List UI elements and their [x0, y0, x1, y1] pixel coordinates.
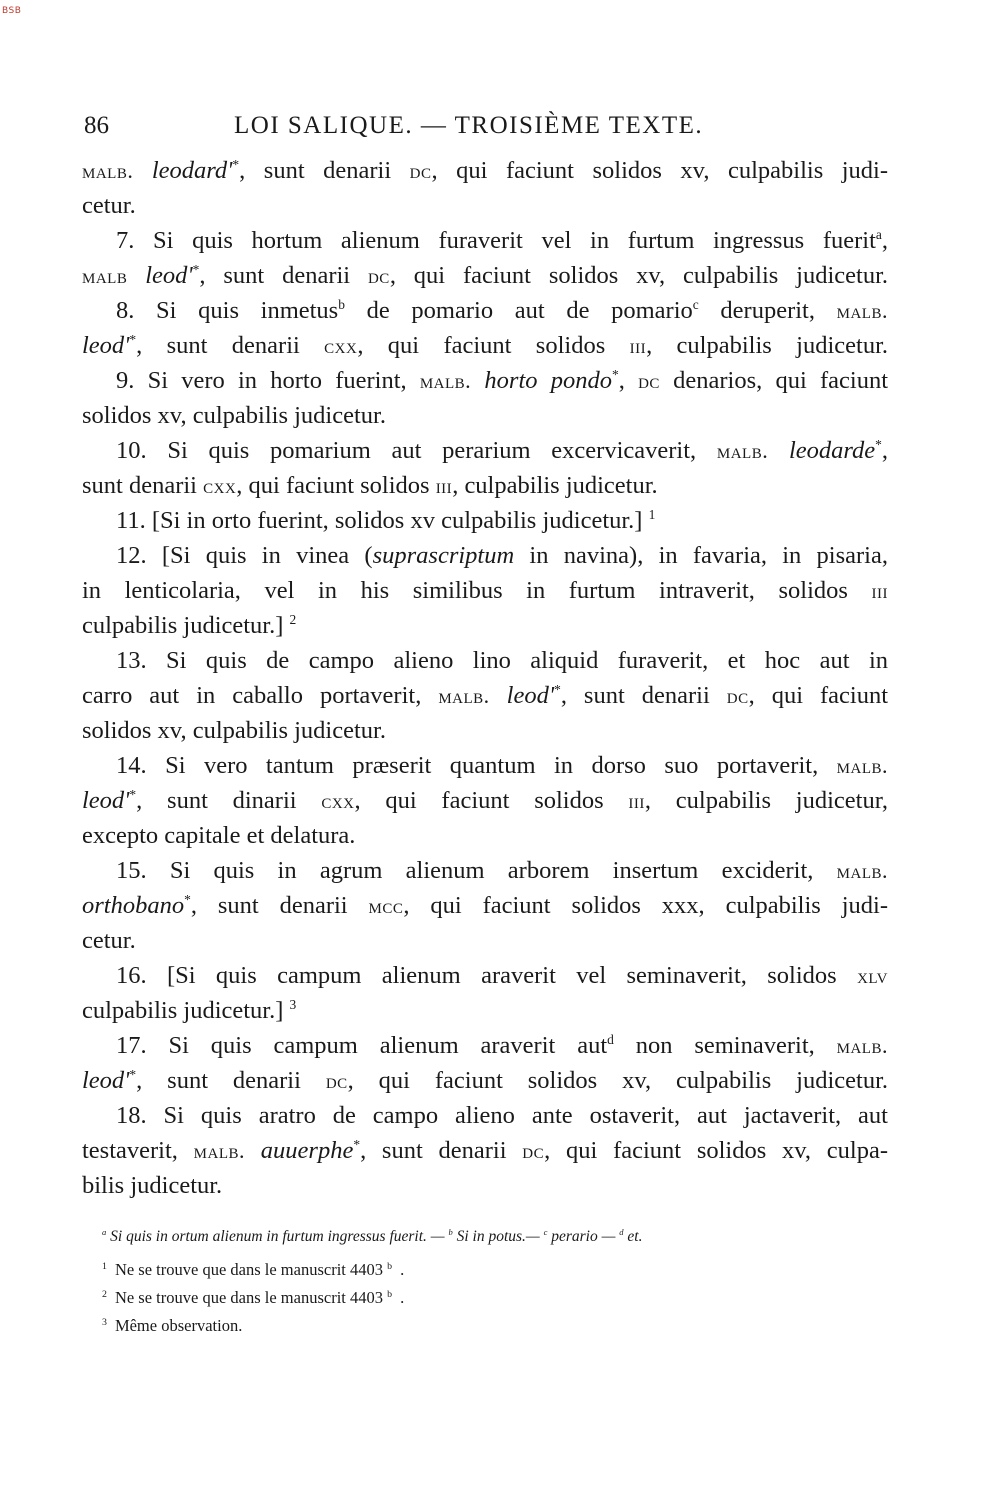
- footnote: $^2$ Ne se trouve que dans le manuscrit 4403 $^b$ .: [102, 1288, 405, 1307]
- text-line: 12. [Si quis in vinea (suprascriptum in navina), in favaria, in pisaria,: [116, 542, 888, 569]
- text-line: 16. [Si quis campum alienum araverit vel seminaverit, solidos xlv: [116, 962, 889, 989]
- text-line: 10. Si quis pomarium aut perarium excervicaverit, malb. leodarde*,: [116, 436, 889, 464]
- text-line: testaverit, malb. auuerphe*, sunt denarii dc, qui faciunt solidos xv, culpa-: [82, 1136, 889, 1164]
- text-line: in lenticolaria, vel in his similibus in furtum intraverit, solidos iii: [82, 577, 888, 604]
- text-line: 14. Si vero tantum præserit quantum in dorso suo portaverit, malb.: [116, 752, 889, 779]
- text-line: orthobano*, sunt denarii mcc, qui faciunt solidos xxx, culpabilis judi-: [82, 891, 888, 919]
- text-line: cetur.: [82, 192, 136, 219]
- text-line: 13. Si quis de campo alieno lino aliquid furaverit, et hoc aut in: [116, 647, 888, 674]
- notes-section: [82, 1228, 888, 1344]
- library-stamp: BSB: [2, 6, 22, 16]
- text-line: cetur.: [82, 927, 136, 954]
- text-line: leod'*, sunt dinarii cxx, qui faciunt solidos iii, culpabilis judicetur,: [82, 786, 888, 814]
- text-line: 18. Si quis aratro de campo alieno ante ostaverit, aut jactaverit, aut: [116, 1102, 888, 1129]
- page-header: [84, 112, 884, 146]
- text-line: leod'*, sunt denarii cxx, qui faciunt solidos iii, culpabilis judicetur.: [82, 331, 889, 359]
- text-line: excepto capitale et delatura.: [82, 822, 356, 849]
- text-line: 11. [Si in orto fuerint, solidos xv culpabilis judicetur.] $^1$: [116, 506, 656, 534]
- text-line: sunt denarii cxx, qui faciunt solidos iii, culpabilis judicetur.: [82, 472, 658, 499]
- main-text: [82, 153, 888, 1203]
- text-line: 15. Si quis in agrum alienum arborem insertum exciderit, malb.: [116, 857, 889, 884]
- text-line: malb. leodard'*, sunt denarii dc, qui faciunt solidos xv, culpabilis judi-: [82, 156, 889, 184]
- text-line: culpabilis judicetur.] $^3$: [82, 996, 297, 1024]
- text-line: culpabilis judicetur.] $^2$: [82, 611, 297, 639]
- text-line: 8. Si quis inmetus$^b$ de pomario aut de pomario$^c$ deruperit, malb.: [116, 296, 888, 324]
- text-line: solidos xv, culpabilis judicetur.: [82, 402, 386, 429]
- text-line: 9. Si vero in horto fuerint, malb. horto pondo*, dc denarios, qui faciunt: [116, 366, 889, 394]
- footnote: $^1$ Ne se trouve que dans le manuscrit 4403 $^b$ .: [102, 1260, 405, 1279]
- text-line: malb leod'*, sunt denarii dc, qui faciunt solidos xv, culpabilis judicetur.: [82, 261, 889, 289]
- text-line: carro aut in caballo portaverit, malb. leod'*, sunt denarii dc, qui faciunt: [82, 681, 889, 709]
- text-line: 7. Si quis hortum alienum furaverit vel in furtum ingressus fuerit$^a$,: [116, 226, 888, 254]
- text-line: solidos xv, culpabilis judicetur.: [82, 717, 386, 744]
- variant-readings: $^a$ Si quis in ortum alienum in furtum ingressus fuerit. — $^b$ Si in potus.— $^c$ perario — $^d$ et.: [102, 1226, 643, 1245]
- page-number: 86: [84, 112, 109, 139]
- footnote: $^3$ Même observation.: [102, 1316, 243, 1335]
- text-line: bilis judicetur.: [82, 1172, 223, 1199]
- running-title: LOI SALIQUE. — TROISIÈME TEXTE.: [234, 112, 704, 139]
- text-line: leod'*, sunt denarii dc, qui faciunt solidos xv, culpabilis judicetur.: [82, 1066, 888, 1094]
- text-line: 17. Si quis campum alienum araverit aut$^d$ non seminaverit, malb.: [116, 1031, 888, 1059]
